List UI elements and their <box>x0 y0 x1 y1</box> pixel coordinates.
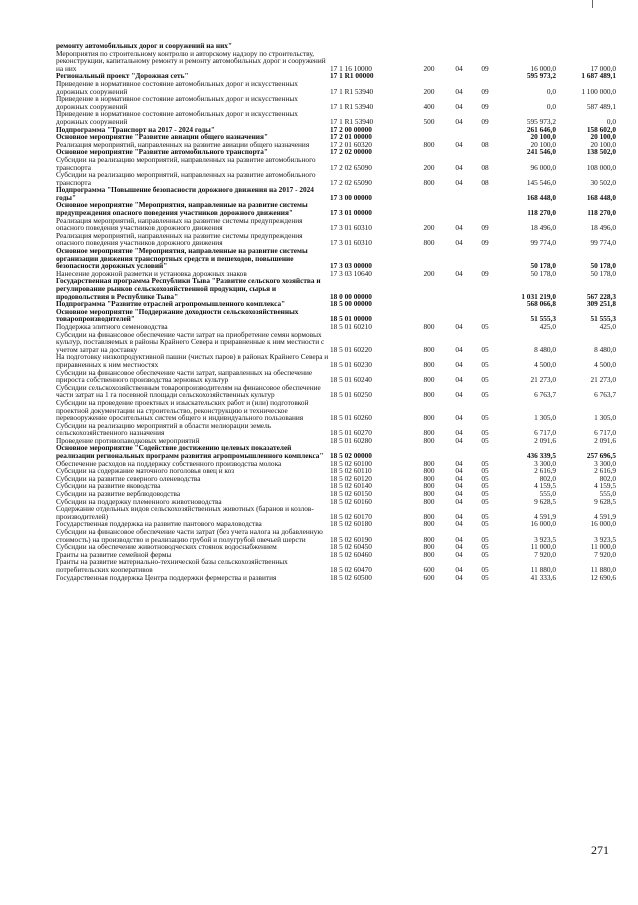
row-code: 17 1 R1 53940 <box>330 116 374 126</box>
row-sum-year-1: 168 448,0 <box>526 192 556 202</box>
row-expense-type: 800 <box>423 466 435 476</box>
row-sum-year-1: 436 339,5 <box>526 451 556 461</box>
row-code: 18 5 02 60170 <box>330 511 372 521</box>
row-expense-type: 200 <box>423 86 435 96</box>
row-expense-type: 600 <box>423 572 435 582</box>
row-code: 18 5 01 60230 <box>330 359 372 369</box>
row-sum-year-2: 9 628,5 <box>594 496 616 506</box>
row-code: 18 5 02 60100 <box>330 458 372 468</box>
row-sum-year-1: 2 091,6 <box>534 435 556 445</box>
page-number: 271 <box>591 843 609 857</box>
table-row <box>56 201 616 216</box>
row-sum-year-1: 20 100,0 <box>530 132 556 142</box>
row-name: Основное мероприятие "Мероприятия, направленные на развитие системы организации движения транспортных средств и пешеходов, повышение безопасности дорожных условий" <box>56 246 308 271</box>
row-sum-year-1: 595 973,2 <box>526 71 556 81</box>
row-sum-year-2: 4 500,0 <box>594 359 616 369</box>
row-expense-type: 400 <box>423 101 435 111</box>
row-name: Основное мероприятие "Развитие авиации общего назначения" <box>56 132 268 142</box>
row-sum-year-2: 2 616,9 <box>594 466 616 476</box>
row-sum-year-1: 6 717,0 <box>534 428 556 438</box>
row-code: 17 3 00 00000 <box>330 192 372 202</box>
row-expense-type: 800 <box>423 473 435 483</box>
table-row <box>56 95 616 110</box>
row-subsection: 05 <box>481 489 489 499</box>
row-section: 04 <box>455 458 463 468</box>
row-section: 04 <box>455 321 463 331</box>
row-expense-type: 200 <box>423 268 435 278</box>
row-section: 04 <box>455 162 463 172</box>
row-subsection: 05 <box>481 466 489 476</box>
row-sum-year-1: 96 000,0 <box>530 162 556 172</box>
table-row <box>56 384 616 399</box>
row-sum-year-2: 168 448,0 <box>586 192 616 202</box>
row-section: 04 <box>455 375 463 385</box>
table-row <box>56 331 616 354</box>
row-section: 04 <box>455 549 463 559</box>
row-sum-year-2: 17 000,0 <box>590 63 616 73</box>
row-code: 18 5 02 60120 <box>330 473 372 483</box>
row-sum-year-2: 20 100,0 <box>590 132 616 142</box>
row-expense-type: 200 <box>423 223 435 233</box>
row-sum-year-1: 241 546,0 <box>526 147 556 157</box>
row-sum-year-1: 20 100,0 <box>530 139 556 149</box>
row-code: 17 3 03 00000 <box>330 261 372 271</box>
row-sum-year-2: 257 696,5 <box>586 451 616 461</box>
budget-table <box>56 42 616 581</box>
row-sum-year-2: 6 763,7 <box>594 390 616 400</box>
row-sum-year-2: 6 717,0 <box>594 428 616 438</box>
row-expense-type: 800 <box>423 458 435 468</box>
row-subsection: 05 <box>481 534 489 544</box>
row-expense-type: 200 <box>423 63 435 73</box>
row-section: 04 <box>455 435 463 445</box>
row-code: 18 5 01 60240 <box>330 375 372 385</box>
row-subsection: 09 <box>481 116 489 126</box>
row-subsection: 05 <box>481 413 489 423</box>
row-section: 04 <box>455 481 463 491</box>
row-section: 04 <box>455 489 463 499</box>
table-row <box>56 171 616 186</box>
row-sum-year-1: 568 066,8 <box>526 299 556 309</box>
row-name: Основное мероприятие "Развитие автомобильного транспорта" <box>56 147 268 157</box>
row-expense-type: 500 <box>423 116 435 126</box>
row-name: Поддержка элитного семеноводства <box>56 321 168 331</box>
row-name: Субсидии на развитие северного оленеводства <box>56 473 201 483</box>
top-edge-mark <box>592 0 593 8</box>
row-sum-year-1: 50 178,0 <box>530 261 556 271</box>
row-subsection: 05 <box>481 428 489 438</box>
row-sum-year-2: 4 159,5 <box>594 481 616 491</box>
row-sum-year-1: 0,0 <box>546 86 556 96</box>
row-subsection: 09 <box>481 63 489 73</box>
row-name: Проведение противопаводковых мероприятий <box>56 435 200 445</box>
row-sum-year-1: 18 496,0 <box>530 223 556 233</box>
row-code: 17 3 01 60310 <box>330 223 372 233</box>
row-sum-year-2: 50 178,0 <box>590 261 616 271</box>
row-name: Субсидии на финансовое обеспечение части затрат на приобретение семян кормовых культур, поставляемых в районы Крайнего Севера и приравненные к ним местности с учетом затрат на доставку <box>56 329 325 354</box>
row-subsection: 09 <box>481 268 489 278</box>
table-row <box>56 156 616 171</box>
row-subsection: 08 <box>481 162 489 172</box>
row-section: 04 <box>455 223 463 233</box>
table-row <box>56 369 616 384</box>
row-name: Нанесение дорожной разметки и установка дорожных знаков <box>56 268 247 278</box>
row-name: Субсидии на финансовое обеспечение части затрат (без учета налога на добавленную стоимость) на производство и реализацию грубой и полугрубой овечьей шерсти <box>56 527 323 544</box>
row-sum-year-2: 8 480,0 <box>594 344 616 354</box>
row-sum-year-2: 2 091,6 <box>594 435 616 445</box>
table-row <box>56 80 616 95</box>
row-subsection: 05 <box>481 549 489 559</box>
row-name: Мероприятия по строительному контролю и авторскому надзору по строительству, реконструкции, капитальному ремонту и ремонту автомобильных дорог и сооружений на них <box>56 48 326 73</box>
row-name: Субсидии на развитие верблюдоводства <box>56 489 181 499</box>
row-code: 17 2 02 00000 <box>330 147 372 157</box>
row-sum-year-2: 555,0 <box>599 489 616 499</box>
row-name: Реализация мероприятий, направленных на развитие системы предупреждения опасного поведения участников дорожного движения <box>56 215 303 233</box>
row-sum-year-1: 4 500,0 <box>534 359 556 369</box>
row-section: 04 <box>455 101 463 111</box>
table-row <box>56 444 616 459</box>
row-name: Основное мероприятие "Мероприятия, направленные на развитие системы предупреждения опасного поведения участников дорожного движения" <box>56 200 308 218</box>
row-section: 04 <box>455 496 463 506</box>
table-row <box>56 399 616 422</box>
row-sum-year-1: 41 333,6 <box>530 572 556 582</box>
row-sum-year-1: 802,0 <box>539 473 556 483</box>
row-section: 04 <box>455 466 463 476</box>
table-row <box>56 110 616 125</box>
row-sum-year-2: 3 300,0 <box>594 458 616 468</box>
row-code: 18 5 01 60270 <box>330 428 372 438</box>
row-sum-year-1: 16 000,0 <box>530 519 556 529</box>
row-name: Субсидии на содержание маточного поголовья овец и коз <box>56 466 235 476</box>
row-sum-year-2: 12 690,6 <box>590 572 616 582</box>
row-code: 18 5 02 60450 <box>330 542 372 552</box>
row-sum-year-1: 0,0 <box>546 101 556 111</box>
row-expense-type: 800 <box>423 519 435 529</box>
row-section: 04 <box>455 428 463 438</box>
row-code: 17 3 01 60310 <box>330 238 372 248</box>
row-expense-type: 800 <box>423 375 435 385</box>
table-row <box>56 558 616 573</box>
row-sum-year-2: 20 100,0 <box>590 139 616 149</box>
row-code: 18 5 02 60460 <box>330 549 372 559</box>
row-sum-year-1: 50 178,0 <box>530 268 556 278</box>
row-section: 04 <box>455 564 463 574</box>
row-sum-year-2: 118 270,0 <box>587 208 616 218</box>
row-code: 17 2 02 65090 <box>330 162 372 172</box>
row-code: 17 3 03 10640 <box>330 268 372 278</box>
row-sum-year-1: 595 973,2 <box>526 116 556 126</box>
row-sum-year-2: 30 502,0 <box>590 177 616 187</box>
row-name: Гранты на развитие семейной фермы <box>56 549 172 559</box>
row-code: 17 1 R1 53940 <box>330 101 374 111</box>
row-sum-year-2: 138 502,0 <box>586 147 616 157</box>
row-subsection: 05 <box>481 473 489 483</box>
row-section: 04 <box>455 359 463 369</box>
row-section: 04 <box>455 390 463 400</box>
row-subsection: 05 <box>481 519 489 529</box>
row-sum-year-2: 18 496,0 <box>590 223 616 233</box>
row-name: Региональный проект "Дорожная сеть" <box>56 71 189 81</box>
row-subsection: 05 <box>481 344 489 354</box>
row-code: 18 5 00 00000 <box>330 299 372 309</box>
row-code: 17 2 02 65090 <box>330 177 372 187</box>
row-expense-type: 800 <box>423 542 435 552</box>
row-sum-year-1: 16 000,0 <box>530 63 556 73</box>
row-expense-type: 800 <box>423 428 435 438</box>
row-sum-year-1: 51 555,3 <box>530 314 556 324</box>
row-section: 04 <box>455 86 463 96</box>
row-sum-year-2: 425,0 <box>599 321 616 331</box>
row-expense-type: 800 <box>423 496 435 506</box>
row-expense-type: 800 <box>423 177 435 187</box>
row-expense-type: 600 <box>423 564 435 574</box>
row-sum-year-1: 11 880,0 <box>530 564 556 574</box>
row-expense-type: 800 <box>423 321 435 331</box>
row-name: ремонту автомобильных дорог и сооружений на них" <box>56 41 233 50</box>
row-section: 04 <box>455 519 463 529</box>
row-section: 04 <box>455 268 463 278</box>
row-code: 17 2 01 00000 <box>330 132 372 142</box>
row-name: Обеспечение расходов на поддержку собственного производства молока <box>56 458 282 468</box>
row-name: Реализация мероприятий, направленных на развитие авиации общего назначения <box>56 139 310 149</box>
row-expense-type: 800 <box>423 534 435 544</box>
row-section: 04 <box>455 534 463 544</box>
row-sum-year-1: 1 031 219,0 <box>521 291 556 301</box>
row-sum-year-1: 555,0 <box>539 489 556 499</box>
row-name: Субсидии на поддержку племенного животноводства <box>56 496 222 506</box>
row-section: 04 <box>455 63 463 73</box>
row-code: 17 3 01 00000 <box>330 208 372 218</box>
row-section: 04 <box>455 344 463 354</box>
row-sum-year-1: 6 763,7 <box>534 390 556 400</box>
row-sum-year-1: 145 546,0 <box>526 177 556 187</box>
row-expense-type: 800 <box>423 489 435 499</box>
row-code: 18 5 02 60110 <box>330 466 372 476</box>
row-code: 18 5 01 60280 <box>330 435 372 445</box>
row-code: 18 5 01 60250 <box>330 390 372 400</box>
table-row <box>56 422 616 437</box>
row-section: 04 <box>455 116 463 126</box>
row-sum-year-2: 158 602,0 <box>586 124 616 134</box>
row-expense-type: 800 <box>423 344 435 354</box>
row-sum-year-1: 8 480,0 <box>534 344 556 354</box>
row-expense-type: 800 <box>423 359 435 369</box>
row-code: 18 5 01 60260 <box>330 413 372 423</box>
row-section: 04 <box>455 413 463 423</box>
row-name: Приведение в нормативное состояние автомобильных дорог и искусственных дорожных сооружений <box>56 94 298 111</box>
row-sum-year-1: 21 273,0 <box>530 375 556 385</box>
table-row <box>56 528 616 543</box>
row-sum-year-2: 11 000,0 <box>590 542 616 552</box>
table-row <box>56 308 616 323</box>
row-subsection: 05 <box>481 572 489 582</box>
row-subsection: 09 <box>481 86 489 96</box>
row-expense-type: 800 <box>423 549 435 559</box>
row-sum-year-2: 51 555,3 <box>590 314 616 324</box>
table-row <box>56 574 616 582</box>
row-sum-year-1: 4 591,9 <box>534 511 556 521</box>
row-name: Приведение в нормативное состояние автомобильных дорог и искусственных дорожных сооружений <box>56 109 298 126</box>
row-subsection: 05 <box>481 321 489 331</box>
row-subsection: 05 <box>481 564 489 574</box>
row-sum-year-1: 7 920,0 <box>534 549 556 559</box>
row-name: Субсидии на реализацию мероприятий, направленных на развитие автомобильного транспорта <box>56 154 316 172</box>
row-name: Государственная поддержка на развитие пантового мараловодства <box>56 519 262 529</box>
row-code: 18 5 02 60470 <box>330 564 372 574</box>
row-sum-year-2: 1 100 000,0 <box>581 86 616 96</box>
table-row <box>56 232 616 247</box>
row-expense-type: 800 <box>423 238 435 248</box>
table-row <box>56 50 616 73</box>
row-sum-year-2: 21 273,0 <box>590 375 616 385</box>
row-expense-type: 800 <box>423 413 435 423</box>
row-name: Подпрограмма "Развитие отраслей агропромышленного комплекса" <box>56 299 286 309</box>
row-code: 17 1 16 10000 <box>330 63 372 73</box>
row-name: Субсидии на развитие яководства <box>56 481 161 491</box>
row-name: Содержание отдельных видов сельскохозяйственных животных (баранов и козлов-производителей) <box>56 504 314 521</box>
row-expense-type: 800 <box>423 139 435 149</box>
row-expense-type: 800 <box>423 435 435 445</box>
row-name: Субсидии на реализацию мероприятий в области мелиорации земель сельскохозяйственного назначения <box>56 420 272 438</box>
row-section: 04 <box>455 511 463 521</box>
row-name: Реализация мероприятий, направленных на развитие системы предупреждения опасного поведения участников дорожного движения <box>56 230 303 248</box>
row-name: Государственная программа Республики Тыва "Развитие сельского хозяйства и регулирование рынков сельскохозяйственной продукции, сырья и продовольствия в Республике Тыва" <box>56 276 321 301</box>
table-row <box>56 186 616 201</box>
row-name: Подпрограмма "Повышение безопасности дорожного движения на 2017 - 2024 годы" <box>56 185 314 202</box>
row-subsection: 05 <box>481 375 489 385</box>
row-code: 18 5 02 60160 <box>330 496 372 506</box>
row-code: 17 1 R1 00000 <box>330 71 374 81</box>
row-name: Основное мероприятие "Поддержание доходности сельскохозяйственных товаропроизводителей" <box>56 306 299 324</box>
row-expense-type: 800 <box>423 481 435 491</box>
row-code: 18 5 02 60500 <box>330 572 372 582</box>
table-row <box>56 217 616 232</box>
table-row <box>56 505 616 520</box>
row-code: 17 2 00 00000 <box>330 124 372 134</box>
row-sum-year-2: 1 305,0 <box>594 413 616 423</box>
row-sum-year-1: 99 774,0 <box>530 238 556 248</box>
row-code: 18 5 02 60140 <box>330 481 372 491</box>
row-sum-year-2: 99 774,0 <box>590 238 616 248</box>
row-sum-year-2: 108 000,0 <box>586 162 616 172</box>
row-name: Государственная поддержка Центра поддержки фермерства и развития <box>56 572 277 582</box>
row-expense-type: 800 <box>423 390 435 400</box>
row-section: 04 <box>455 238 463 248</box>
row-sum-year-1: 9 628,5 <box>534 496 556 506</box>
row-code: 17 2 01 60320 <box>330 139 372 149</box>
row-name: Гранты на развитие материально-технической базы сельскохозяйственных потребительских кооперативов <box>56 557 288 574</box>
row-subsection: 09 <box>481 223 489 233</box>
table-row <box>56 277 616 300</box>
row-sum-year-1: 2 616,9 <box>534 466 556 476</box>
row-code: 17 1 R1 53940 <box>330 86 374 96</box>
row-code: 18 0 00 00000 <box>330 291 372 301</box>
row-sum-year-1: 1 305,0 <box>534 413 556 423</box>
row-expense-type: 800 <box>423 511 435 521</box>
row-sum-year-2: 802,0 <box>599 473 616 483</box>
row-code: 18 5 02 60150 <box>330 489 372 499</box>
row-sum-year-1: 3 923,5 <box>534 534 556 544</box>
row-section: 04 <box>455 177 463 187</box>
row-sum-year-2: 4 591,9 <box>594 511 616 521</box>
row-name: Субсидии на обеспечение животноводческих стоянок водоснабжением <box>56 542 277 552</box>
row-sum-year-2: 11 880,0 <box>590 564 616 574</box>
row-subsection: 08 <box>481 177 489 187</box>
row-expense-type: 200 <box>423 162 435 172</box>
row-sum-year-1: 4 159,5 <box>534 481 556 491</box>
row-sum-year-2: 16 000,0 <box>590 519 616 529</box>
row-sum-year-2: 3 923,5 <box>594 534 616 544</box>
row-sum-year-2: 1 687 489,1 <box>581 71 616 81</box>
row-code: 18 5 01 00000 <box>330 314 372 324</box>
row-subsection: 09 <box>481 238 489 248</box>
row-name: Основное мероприятие "Содействие достижению целевых показателей реализации региональных программ развития агропромышленного комплекса" <box>56 443 324 461</box>
row-name: Субсидии на проведение проектных и изыскательских работ и (или) подготовкой проектной документации на строительство, реконструкцию и техническое перевооружение оросительных систем общего и индивидуального пользования <box>56 397 309 423</box>
row-name: На подготовку низкопродуктивной пашни (чистых паров) в районах Крайнего Севера и приравненных к ним местностях <box>56 352 329 369</box>
row-code: 18 5 02 60180 <box>330 519 372 529</box>
row-name: Приведение в нормативное состояние автомобильных дорог и искусственных дорожных сооружений <box>56 78 298 96</box>
table-row <box>56 353 616 368</box>
row-subsection: 05 <box>481 435 489 445</box>
row-section: 04 <box>455 139 463 149</box>
row-name: Субсидии на реализацию мероприятий, направленных на развитие автомобильного транспорта <box>56 170 316 187</box>
row-sum-year-2: 50 178,0 <box>590 268 616 278</box>
row-name: Субсидии сельскохозяйственным товаропроизводителям на финансовое обеспечение части затрат на 1 га посевной площади сельскохозяйственных культур <box>56 382 321 400</box>
row-sum-year-1: 261 646,0 <box>526 124 556 134</box>
row-subsection: 05 <box>481 496 489 506</box>
row-subsection: 05 <box>481 542 489 552</box>
row-sum-year-2: 587 489,1 <box>586 101 616 111</box>
row-sum-year-1: 3 300,0 <box>534 458 556 468</box>
row-subsection: 05 <box>481 511 489 521</box>
row-section: 04 <box>455 473 463 483</box>
row-name: Подпрограмма "Транспорт на 2017 - 2024 годы" <box>56 124 215 134</box>
row-sum-year-2: 0,0 <box>606 116 616 126</box>
row-subsection: 05 <box>481 359 489 369</box>
row-sum-year-1: 425,0 <box>539 321 556 331</box>
row-sum-year-1: 118 270,0 <box>527 208 556 218</box>
row-sum-year-2: 7 920,0 <box>594 549 616 559</box>
row-subsection: 05 <box>481 458 489 468</box>
table-row <box>56 247 616 270</box>
row-code: 18 5 01 60210 <box>330 321 372 331</box>
row-subsection: 05 <box>481 390 489 400</box>
row-sum-year-1: 11 000,0 <box>530 542 556 552</box>
row-sum-year-2: 309 251,8 <box>586 299 616 309</box>
row-subsection: 09 <box>481 101 489 111</box>
row-subsection: 05 <box>481 481 489 491</box>
row-subsection: 08 <box>481 139 489 149</box>
row-section: 04 <box>455 572 463 582</box>
row-code: 18 5 02 00000 <box>330 451 372 461</box>
row-section: 04 <box>455 542 463 552</box>
row-sum-year-2: 567 228,3 <box>586 291 616 301</box>
row-code: 18 5 02 60190 <box>330 534 372 544</box>
row-code: 18 5 01 60220 <box>330 344 372 354</box>
row-name: Субсидии на финансовое обеспечение части затрат, направленных на обеспечение прироста собственного производства зерновых культур <box>56 367 313 385</box>
